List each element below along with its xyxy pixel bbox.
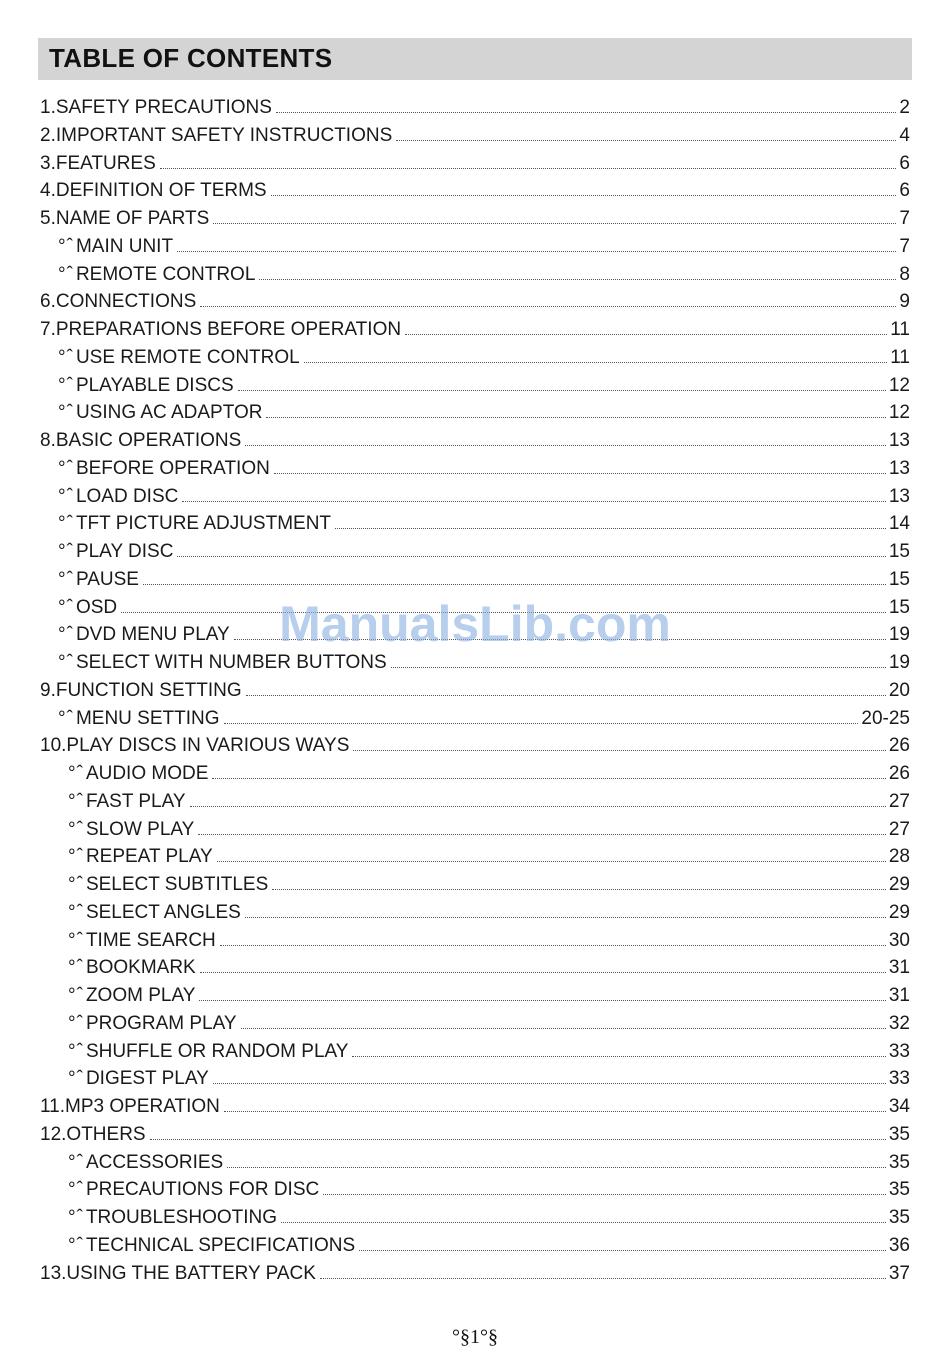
dot-leader bbox=[274, 473, 886, 474]
toc-entry-title bbox=[58, 541, 173, 563]
toc-bullet: °ˆ bbox=[68, 901, 84, 923]
toc-entry-label: TIME SEARCH bbox=[85, 929, 216, 951]
toc-bullet: °ˆ bbox=[58, 374, 74, 396]
toc-entry-page: 20-25 bbox=[861, 707, 910, 729]
toc-entry-label: PROGRAM PLAY bbox=[85, 1012, 237, 1034]
toc-entry-title bbox=[40, 430, 241, 452]
toc-entry bbox=[58, 232, 910, 258]
toc-bullet: °ˆ bbox=[58, 541, 74, 562]
toc-entry bbox=[40, 287, 910, 313]
toc-header-bar bbox=[38, 38, 912, 80]
toc-entry-title bbox=[58, 569, 139, 591]
toc-entry-label: 13.USING THE BATTERY PACK bbox=[40, 1262, 316, 1284]
toc-entry bbox=[68, 1203, 910, 1229]
toc-entry-page: 8 bbox=[899, 263, 910, 285]
toc-entry-label: AUDIO MODE bbox=[85, 763, 209, 784]
toc-entry-label: SELECT WITH NUMBER BUTTONS bbox=[75, 652, 387, 673]
toc-entry-title bbox=[68, 846, 213, 868]
toc-entry-label: PRECAUTIONS FOR DISC bbox=[85, 1179, 320, 1201]
toc-entry bbox=[58, 398, 910, 424]
dot-leader bbox=[150, 1139, 886, 1140]
toc-entry-title bbox=[40, 735, 349, 757]
toc-entry-title bbox=[40, 1263, 316, 1285]
toc-entry bbox=[58, 565, 910, 591]
toc-entry-label: FAST PLAY bbox=[85, 790, 186, 812]
toc-entry bbox=[40, 93, 910, 119]
toc-entry-page: 29 bbox=[888, 901, 910, 923]
toc-bullet: °ˆ bbox=[68, 1068, 84, 1090]
toc-entry bbox=[68, 1064, 910, 1090]
dot-leader bbox=[198, 834, 886, 835]
toc-entry-page: 13 bbox=[888, 430, 910, 451]
toc-entry-title bbox=[58, 236, 173, 258]
dot-leader bbox=[199, 1000, 885, 1001]
dot-leader bbox=[190, 806, 886, 807]
toc-entry-title bbox=[40, 1124, 146, 1146]
toc-entry bbox=[68, 953, 910, 979]
dot-leader bbox=[391, 667, 886, 668]
toc-entry-label: SELECT ANGLES bbox=[85, 901, 241, 923]
dot-leader bbox=[238, 390, 886, 391]
toc-entry-title bbox=[58, 652, 387, 674]
toc-entry bbox=[40, 149, 910, 175]
toc-entry bbox=[68, 1231, 910, 1257]
toc-entry-page: 33 bbox=[888, 1068, 910, 1090]
toc-entry-page: 11 bbox=[890, 346, 910, 368]
toc-entry-label: PLAYABLE DISCS bbox=[75, 374, 234, 396]
toc-entry-page: 27 bbox=[888, 818, 910, 840]
toc-bullet: °ˆ bbox=[68, 1012, 84, 1034]
dot-leader bbox=[227, 1167, 886, 1168]
toc-entry-label: PLAY DISC bbox=[75, 541, 174, 562]
toc-entry bbox=[58, 648, 910, 674]
toc-bullet: °ˆ bbox=[58, 624, 74, 646]
toc-bullet: °ˆ bbox=[58, 485, 74, 507]
toc-entry-title bbox=[68, 1179, 319, 1201]
toc-entry-title bbox=[40, 97, 272, 119]
toc-entry-page: 33 bbox=[888, 1040, 910, 1062]
toc-bullet: °ˆ bbox=[58, 707, 74, 729]
toc-entry-page: 30 bbox=[888, 929, 910, 951]
toc-entry-page: 13 bbox=[888, 485, 910, 507]
toc-entry bbox=[58, 620, 910, 646]
toc-entry-label: 12.OTHERS bbox=[40, 1123, 146, 1145]
toc-entry bbox=[58, 454, 910, 480]
dot-leader bbox=[405, 334, 887, 335]
toc-bullet: °ˆ bbox=[68, 790, 84, 812]
toc-entry-page: 26 bbox=[888, 735, 910, 757]
toc-entry-title bbox=[68, 791, 186, 813]
toc-entry-title bbox=[40, 319, 401, 341]
toc-entry-page: 4 bbox=[899, 124, 910, 146]
dot-leader bbox=[359, 1250, 886, 1251]
toc-entry-label: 5.NAME OF PARTS bbox=[40, 208, 210, 229]
toc-entry bbox=[68, 759, 910, 785]
toc-entry bbox=[68, 815, 910, 841]
toc-entry bbox=[40, 176, 910, 202]
toc-entry-page: 13 bbox=[888, 457, 910, 479]
toc-bullet: °ˆ bbox=[68, 763, 84, 784]
dot-leader bbox=[320, 1278, 886, 1279]
toc-entry-title bbox=[58, 458, 270, 480]
toc-entry bbox=[58, 537, 910, 563]
dot-leader bbox=[281, 1222, 886, 1223]
toc-entry-page: 35 bbox=[888, 1207, 910, 1228]
toc-entry-title bbox=[68, 819, 194, 841]
toc-entry bbox=[40, 676, 910, 702]
toc-entry-label: OSD bbox=[75, 596, 118, 618]
toc-entry-label: 3.FEATURES bbox=[40, 152, 156, 174]
toc-entry bbox=[58, 593, 910, 619]
toc-entry bbox=[68, 842, 910, 868]
toc-entry-page: 6 bbox=[899, 180, 910, 202]
dot-leader bbox=[245, 917, 886, 918]
toc-entry-label: 6.CONNECTIONS bbox=[40, 291, 197, 313]
toc-entry-title bbox=[68, 902, 241, 924]
toc-entry bbox=[58, 260, 910, 286]
dot-leader bbox=[217, 861, 886, 862]
toc-entry-page: 29 bbox=[888, 874, 910, 895]
toc-entry-label: MAIN UNIT bbox=[75, 235, 174, 257]
toc-entry-label: 4.DEFINITION OF TERMS bbox=[40, 180, 267, 202]
toc-entry-page: 12 bbox=[888, 402, 910, 424]
dot-leader bbox=[245, 445, 886, 446]
toc-bullet: °ˆ bbox=[58, 235, 74, 257]
toc-entry-title bbox=[58, 347, 300, 369]
toc-bullet: °ˆ bbox=[68, 874, 84, 895]
toc-entry-title bbox=[68, 985, 195, 1007]
dot-leader bbox=[335, 528, 886, 529]
toc-entry-label: BEFORE OPERATION bbox=[75, 457, 270, 479]
toc-entry-page: 34 bbox=[888, 1096, 910, 1117]
toc-entry-title bbox=[68, 1235, 355, 1257]
toc-bullet: °ˆ bbox=[58, 457, 74, 479]
toc-entry bbox=[40, 731, 910, 757]
dot-leader bbox=[224, 1111, 886, 1112]
dot-leader bbox=[212, 778, 885, 779]
dot-leader bbox=[121, 612, 886, 613]
toc-bullet: °ˆ bbox=[58, 513, 74, 535]
toc-entry-label: REMOTE CONTROL bbox=[75, 263, 256, 285]
toc-entry-title bbox=[68, 957, 196, 979]
toc-entry-page: 19 bbox=[888, 624, 910, 646]
toc-entry-page: 7 bbox=[899, 208, 910, 229]
toc-entry-page: 11 bbox=[890, 319, 910, 340]
dot-leader bbox=[259, 279, 896, 280]
toc-entry bbox=[68, 1009, 910, 1035]
toc-entry-label: ZOOM PLAY bbox=[85, 985, 196, 1006]
toc-bullet: °ˆ bbox=[68, 957, 84, 979]
toc-entry-label: SHUFFLE OR RANDOM PLAY bbox=[85, 1040, 349, 1062]
watermark: ManualsLib.com bbox=[279, 596, 671, 652]
toc-entry bbox=[40, 1259, 910, 1285]
toc-entry bbox=[40, 426, 910, 452]
toc-entry bbox=[40, 204, 910, 230]
toc-entry bbox=[58, 482, 910, 508]
toc-entry bbox=[68, 1037, 910, 1063]
toc-entry bbox=[68, 981, 910, 1007]
toc-bullet: °ˆ bbox=[68, 1234, 84, 1256]
toc-bullet: °ˆ bbox=[68, 1151, 84, 1173]
dot-leader bbox=[213, 1083, 886, 1084]
toc-entry-title bbox=[68, 1041, 348, 1063]
toc-entry-label: TFT PICTURE ADJUSTMENT bbox=[75, 513, 332, 535]
toc-entry-label: 2.IMPORTANT SAFETY INSTRUCTIONS bbox=[40, 124, 393, 146]
toc-entry-page: 15 bbox=[888, 596, 910, 618]
dot-leader bbox=[220, 945, 886, 946]
toc-entry-page: 15 bbox=[888, 541, 910, 562]
toc-entry-label: SLOW PLAY bbox=[85, 818, 195, 840]
dot-leader bbox=[396, 140, 896, 141]
toc-entry-label: DVD MENU PLAY bbox=[75, 624, 230, 646]
toc-entry-title bbox=[68, 874, 268, 896]
toc-entry-page: 28 bbox=[888, 846, 910, 868]
toc-entry-page: 20 bbox=[888, 679, 910, 701]
toc-entry-title bbox=[68, 1068, 209, 1090]
toc-entry-page: 15 bbox=[888, 568, 910, 590]
dot-leader bbox=[266, 417, 885, 418]
toc-entry bbox=[40, 121, 910, 147]
dot-leader bbox=[177, 251, 896, 252]
toc-entry-title bbox=[58, 513, 331, 535]
toc-entry-label: REPEAT PLAY bbox=[85, 846, 213, 868]
dot-leader bbox=[353, 750, 885, 751]
dot-leader bbox=[177, 556, 885, 557]
toc-entry-page: 6 bbox=[899, 152, 910, 174]
toc-entry-title bbox=[58, 486, 178, 508]
toc-entry bbox=[58, 704, 910, 730]
toc-entry-title bbox=[40, 180, 267, 202]
dot-leader bbox=[352, 1056, 885, 1057]
toc-bullet: °ˆ bbox=[68, 846, 84, 868]
toc-bullet: °ˆ bbox=[68, 1179, 84, 1201]
toc-entry-title bbox=[68, 1013, 237, 1035]
toc-entry-page: 14 bbox=[888, 513, 910, 535]
toc-entry bbox=[68, 870, 910, 896]
toc-entry-label: 9.FUNCTION SETTING bbox=[40, 679, 242, 701]
toc-entry-label: 7.PREPARATIONS BEFORE OPERATION bbox=[40, 319, 402, 340]
toc-entry bbox=[68, 1148, 910, 1174]
toc-bullet: °ˆ bbox=[58, 263, 74, 285]
toc-entry-title bbox=[58, 264, 255, 286]
toc-entry-page: 31 bbox=[888, 985, 910, 1006]
toc-bullet: °ˆ bbox=[58, 596, 74, 618]
toc-entry-label: 11.MP3 OPERATION bbox=[40, 1096, 220, 1117]
dot-leader bbox=[224, 723, 859, 724]
toc-entry-title bbox=[68, 930, 216, 952]
toc-entry-label: USE REMOTE CONTROL bbox=[75, 346, 300, 368]
toc-entry-title bbox=[68, 1152, 223, 1174]
toc-entry-page: 37 bbox=[888, 1262, 910, 1284]
toc-entry-label: 10.PLAY DISCS IN VARIOUS WAYS bbox=[40, 735, 350, 757]
toc-entry-page: 26 bbox=[888, 763, 910, 784]
toc-entry bbox=[58, 509, 910, 535]
toc-entry-page: 35 bbox=[888, 1151, 910, 1173]
toc-entry-page: 35 bbox=[888, 1123, 910, 1145]
toc-entry-label: PAUSE bbox=[75, 568, 139, 590]
toc-entry-label: TECHNICAL SPECIFICATIONS bbox=[85, 1234, 356, 1256]
toc-bullet: °ˆ bbox=[68, 1040, 84, 1062]
toc-entry bbox=[58, 343, 910, 369]
toc-bullet: °ˆ bbox=[68, 1207, 84, 1228]
page-title: TABLE OF CONTENTS bbox=[49, 43, 333, 73]
toc-bullet: °ˆ bbox=[68, 985, 84, 1006]
toc-entry-page: 32 bbox=[888, 1012, 910, 1034]
toc-entry-page: 12 bbox=[888, 374, 910, 396]
dot-leader bbox=[143, 584, 886, 585]
dot-leader bbox=[213, 223, 896, 224]
toc-entry-page: 2 bbox=[899, 97, 910, 118]
toc-entry-title bbox=[40, 1096, 220, 1118]
toc-entry-page: 36 bbox=[888, 1234, 910, 1256]
toc-entry-page: 19 bbox=[888, 652, 910, 673]
toc-bullet: °ˆ bbox=[68, 818, 84, 840]
toc-entry-label: SELECT SUBTITLES bbox=[85, 874, 269, 895]
toc-entry bbox=[68, 787, 910, 813]
toc-entry-title bbox=[68, 1207, 277, 1229]
toc-entry-page: 31 bbox=[888, 957, 910, 979]
toc-entry-title bbox=[58, 597, 117, 619]
dot-leader bbox=[271, 195, 897, 196]
toc-entry bbox=[40, 315, 910, 341]
dot-leader bbox=[246, 695, 886, 696]
dot-leader bbox=[272, 889, 886, 890]
toc-entry-label: DIGEST PLAY bbox=[85, 1068, 209, 1090]
toc-entry-title bbox=[40, 291, 196, 313]
toc-entry-title bbox=[40, 153, 156, 175]
dot-leader bbox=[182, 501, 886, 502]
toc-entry bbox=[58, 371, 910, 397]
dot-leader bbox=[200, 972, 886, 973]
toc-entry-title bbox=[58, 402, 262, 424]
toc-entry-page: 27 bbox=[888, 790, 910, 812]
toc-entry-page: 35 bbox=[888, 1179, 910, 1201]
toc-entry bbox=[68, 926, 910, 952]
toc-entry-label: BOOKMARK bbox=[85, 957, 196, 979]
toc-entry bbox=[68, 898, 910, 924]
toc-entry-title bbox=[40, 125, 392, 147]
toc-entry-label: ACCESSORIES bbox=[85, 1151, 224, 1173]
page-number: °§1°§ bbox=[452, 1326, 498, 1348]
toc-entry-title bbox=[40, 208, 209, 230]
toc-bullet: °ˆ bbox=[58, 346, 74, 368]
dot-leader bbox=[200, 306, 896, 307]
dot-leader bbox=[323, 1194, 886, 1195]
toc-entry-label: 1.SAFETY PRECAUTIONS bbox=[40, 97, 272, 118]
toc-bullet: °ˆ bbox=[58, 652, 74, 673]
toc-entry-page: 7 bbox=[899, 235, 910, 257]
dot-leader bbox=[160, 168, 897, 169]
toc-entry-title bbox=[68, 763, 208, 785]
toc-entry-title bbox=[58, 708, 220, 730]
dot-leader bbox=[234, 639, 886, 640]
toc-entry bbox=[40, 1120, 910, 1146]
toc-entry-label: MENU SETTING bbox=[75, 707, 220, 729]
toc-entry bbox=[68, 1175, 910, 1201]
toc-bullet: °ˆ bbox=[58, 402, 74, 424]
toc-bullet: °ˆ bbox=[68, 929, 84, 951]
dot-leader bbox=[241, 1028, 886, 1029]
toc-bullet: °ˆ bbox=[58, 568, 74, 590]
toc-entry-title bbox=[58, 375, 234, 397]
toc-entry-title bbox=[40, 680, 242, 702]
toc-entry-label: USING AC ADAPTOR bbox=[75, 402, 263, 424]
toc-entry-label: TROUBLESHOOTING bbox=[85, 1207, 278, 1228]
toc-entry-label: LOAD DISC bbox=[75, 485, 179, 507]
dot-leader bbox=[276, 112, 896, 113]
toc-entry-title bbox=[58, 624, 230, 646]
dot-leader bbox=[304, 362, 888, 363]
toc-entry-label: 8.BASIC OPERATIONS bbox=[40, 430, 242, 451]
toc-entry-page: 9 bbox=[899, 291, 910, 313]
toc-entry bbox=[40, 1092, 910, 1118]
